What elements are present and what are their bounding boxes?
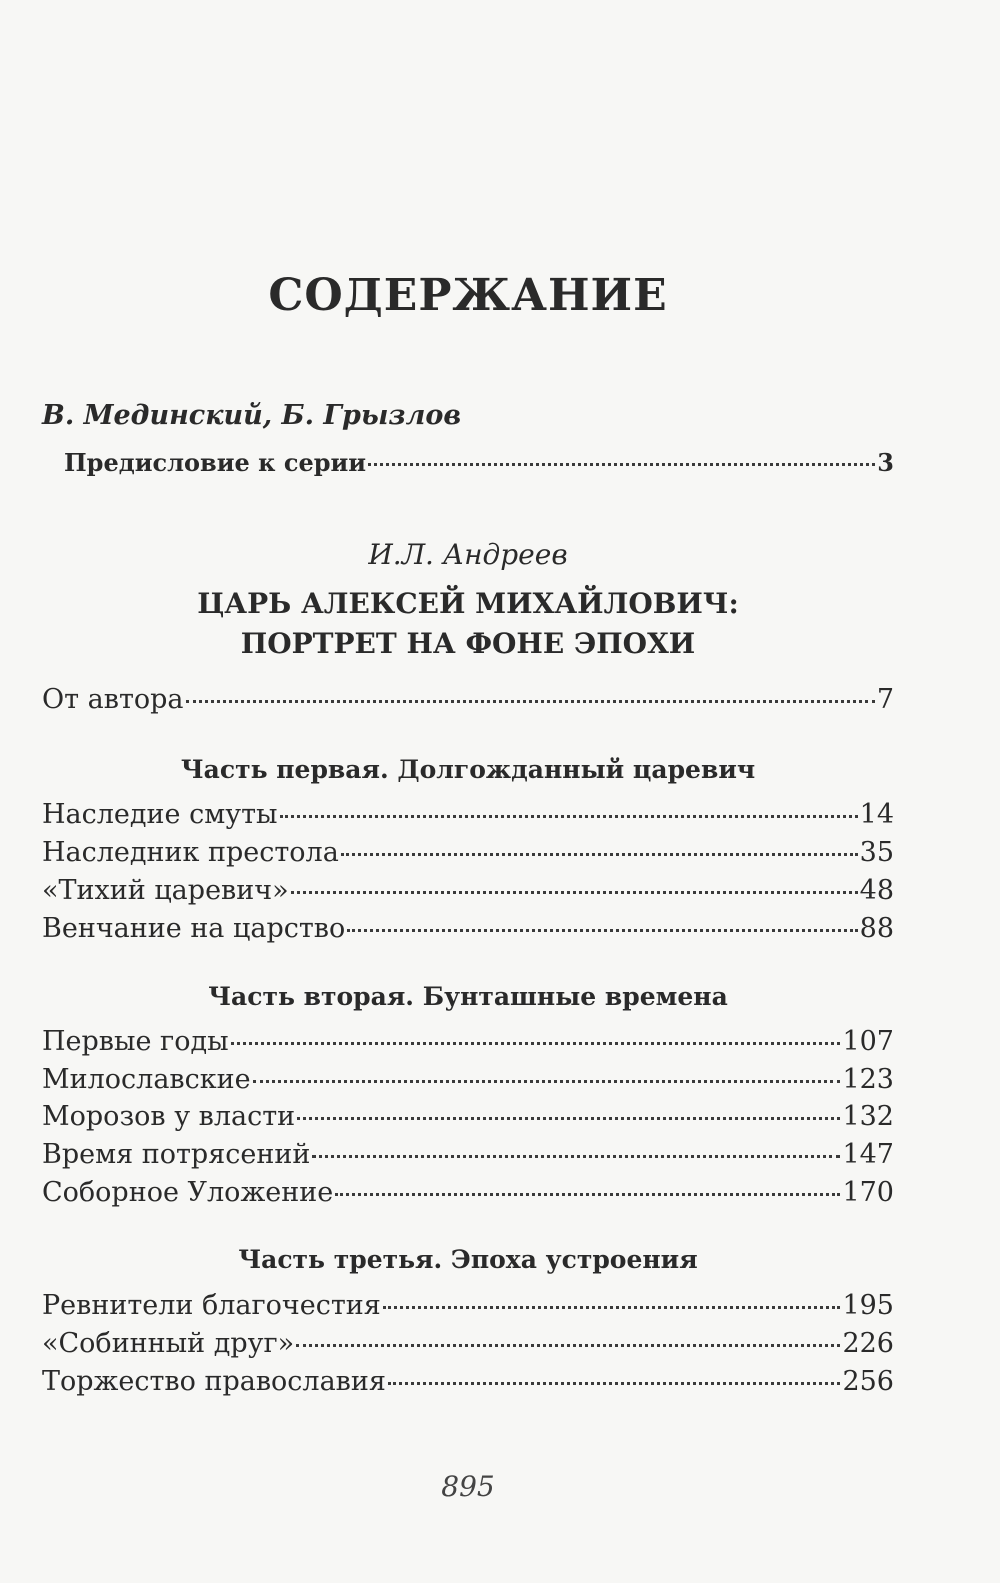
page-number: 895 — [441, 1470, 495, 1503]
toc-entry-label: Наследие смуты — [42, 799, 278, 830]
toc-entry-page: 147 — [842, 1139, 894, 1170]
dot-leader — [186, 700, 875, 703]
toc-entry[interactable] — [42, 912, 894, 946]
toc-entry-page: 48 — [859, 875, 894, 906]
toc-entry-page: 7 — [876, 684, 894, 715]
book-title — [42, 584, 894, 664]
book-title-line-1: ЦАРЬ АЛЕКСЕЙ МИХАЙЛОВИЧ: — [197, 587, 739, 620]
book-title-line-2: ПОРТРЕТ НА ФОНЕ ЭПОХИ — [240, 627, 696, 660]
dot-leader — [341, 853, 858, 856]
dot-leader — [347, 929, 857, 932]
dot-leader — [291, 891, 858, 894]
toc-entry-page: 107 — [842, 1026, 894, 1057]
dot-leader — [297, 1117, 840, 1120]
toc-entry-page: 226 — [842, 1328, 894, 1359]
toc-entry-label: Морозов у власти — [42, 1101, 296, 1132]
toc-entry[interactable] — [42, 1100, 894, 1134]
dot-leader — [312, 1155, 840, 1158]
toc-entry[interactable] — [42, 1176, 894, 1210]
dot-leader — [280, 815, 858, 818]
toc-entry-page: 35 — [859, 837, 894, 868]
toc-entry-label: Ревнители благочестия — [42, 1290, 381, 1321]
dot-leader — [335, 1193, 840, 1196]
toc-entry-page: 3 — [877, 448, 894, 477]
toc-entry-label: Наследник престола — [42, 837, 339, 868]
toc-entry-label: Милославские — [42, 1064, 251, 1095]
toc-entry[interactable] — [42, 1025, 894, 1059]
toc-entry[interactable] — [42, 836, 894, 870]
toc-entry[interactable] — [42, 1289, 894, 1323]
toc-entry-intro[interactable] — [42, 683, 894, 717]
toc-entry[interactable] — [42, 1365, 894, 1399]
toc-entry[interactable] — [42, 1063, 894, 1097]
dot-leader — [231, 1042, 841, 1045]
toc-entry[interactable] — [42, 1327, 894, 1361]
toc-entry-label: Первые годы — [42, 1026, 229, 1057]
toc-entry[interactable] — [42, 798, 894, 832]
toc-entry-label: Время потрясений — [42, 1139, 311, 1170]
toc-entry-label: Предисловие к серии — [64, 448, 367, 477]
toc-entry-label: «Тихий царевич» — [42, 875, 289, 906]
dot-leader — [368, 463, 875, 466]
part-heading-2: Часть вторая. Бунташные времена — [208, 982, 728, 1011]
toc-entry-label: От автора — [42, 684, 184, 715]
dot-leader — [383, 1306, 841, 1309]
toc-entry-page: 132 — [842, 1101, 894, 1132]
toc-entry-label: Венчание на царство — [42, 913, 346, 944]
toc-entry[interactable] — [42, 874, 894, 908]
toc-entry-page: 88 — [859, 913, 894, 944]
toc-entry-preface[interactable] — [64, 446, 894, 480]
part-heading-3: Часть третья. Эпоха устроения — [238, 1245, 698, 1274]
toc-entry[interactable] — [42, 1138, 894, 1172]
dot-leader — [253, 1080, 841, 1083]
toc-entry-label: Торжество православия — [42, 1366, 386, 1397]
toc-entry-label: Соборное Уложение — [42, 1177, 334, 1208]
toc-entry-page: 170 — [842, 1177, 894, 1208]
toc-entry-page: 256 — [842, 1366, 894, 1397]
dot-leader — [296, 1344, 840, 1347]
part-heading-1: Часть первая. Долгожданный царевич — [180, 755, 756, 784]
toc-entry-label: «Собинный друг» — [42, 1328, 295, 1359]
preface-authors: В. Мединский, Б. Грызлов — [42, 400, 462, 431]
dot-leader — [388, 1382, 841, 1385]
toc-entry-page: 14 — [859, 799, 894, 830]
book-author: И.Л. Андреев — [368, 538, 568, 571]
page-title: СОДЕРЖАНИЕ — [268, 270, 668, 321]
toc-entry-page: 195 — [842, 1290, 894, 1321]
toc-entry-page: 123 — [842, 1064, 894, 1095]
